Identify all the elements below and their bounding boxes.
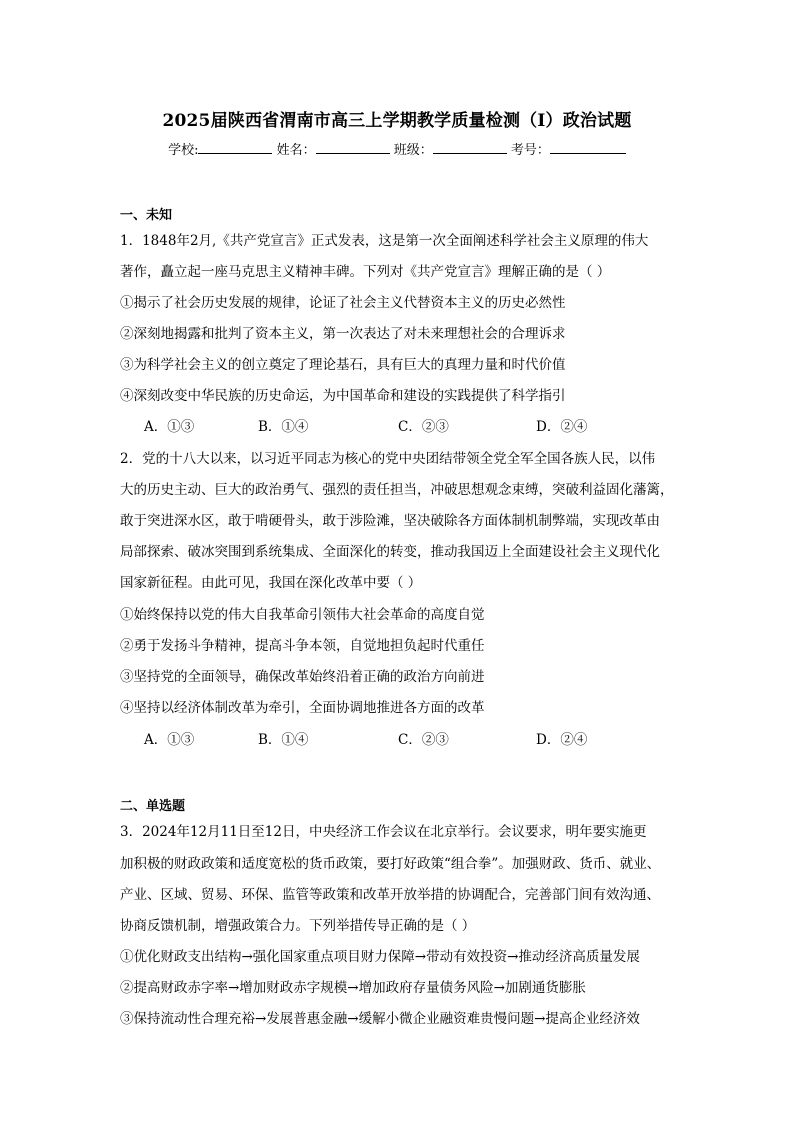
- option-a[interactable]: A．①③: [144, 419, 195, 435]
- question-2-statement: ①始终保持以党的伟大自我革命引领伟大社会革命的高度自觉: [120, 607, 485, 623]
- question-2-statement: ②勇于发扬斗争精神，提高斗争本领，自觉地担负起时代重任: [120, 638, 485, 654]
- question-3-line: 产业、区域、贸易、环保、监管等政策和改革开放举措的协调配合，完善部门间有效沟通、: [120, 887, 660, 903]
- page-title: 2025届陕西省渭南市高三上学期教学质量检测（Ⅰ）政治试题: [162, 111, 632, 131]
- question-3-line: 3．2024年12月11日至12日，中央经济工作会议在北京举行。会议要求，明年要实施更: [120, 824, 647, 840]
- question-1-line: 1．1848年2月,《共产党宣言》正式发表，这是第一次全面阐述科学社会主义原理的伟大: [120, 233, 649, 249]
- question-2-line: 大的历史主动、巨大的政治勇气、强烈的责任担当，冲破思想观念束缚，突破利益固化藩篱，: [120, 482, 674, 498]
- section-heading: 二、单选题: [120, 799, 186, 814]
- question-2-line: 敢于突进深水区，敢于啃硬骨头，敢于涉险滩，坚决破除各方面体制机制弊端，实现改革由: [120, 513, 660, 529]
- name-blank[interactable]: [316, 141, 390, 154]
- question-1-statement: ①揭示了社会历史发展的规律，论证了社会主义代替资本主义的历史必然性: [120, 295, 566, 311]
- exam-number-label: 考号：: [510, 143, 550, 158]
- student-info-row: [0, 139, 794, 158]
- question-2-statement: ③坚持党的全面领导，确保改革始终沿着正确的政治方向前进: [120, 669, 485, 685]
- name-label: 姓名：: [276, 143, 316, 158]
- option-d[interactable]: D．②④: [536, 732, 588, 748]
- exam-number-blank[interactable]: [550, 141, 626, 154]
- option-a[interactable]: A．①③: [144, 732, 195, 748]
- question-3-statement: ②提高财政赤字率→增加财政赤字规模→增加政府存量债务风险→加剧通货膨胀: [120, 980, 586, 996]
- option-d[interactable]: D．②④: [536, 419, 588, 435]
- question-2-line: 国家新征程。由此可见，我国在深化改革中要（ ）: [120, 575, 422, 591]
- class-label: 班级：: [393, 143, 433, 158]
- option-c[interactable]: C．②③: [398, 732, 449, 748]
- question-3-statement: ③保持流动性合理充裕→发展普惠金融→缓解小微企业融资难贵慢问题→提高企业经济效: [120, 1011, 640, 1027]
- question-1-statement: ④深刻改变中华民族的历史命运，为中国革命和建设的实践提供了科学指引: [120, 388, 566, 404]
- question-3-statement: ①优化财政支出结构→强化国家重点项目财力保障→带动有效投资→推动经济高质量发展: [120, 949, 640, 965]
- question-1-statement: ②深刻地揭露和批判了资本主义，第一次表达了对未来理想社会的合理诉求: [120, 326, 566, 342]
- question-1-line: 著作，矗立起一座马克思主义精神丰碑。下列对《共产党宣言》理解正确的是（ ）: [120, 264, 611, 280]
- section-heading: 一、未知: [120, 208, 173, 223]
- question-2-line: 2．党的十八大以来，以习近平同志为核心的党中央团结带领全党全军全国各族人民，以伟: [120, 451, 656, 467]
- school-label: 学校:: [168, 143, 199, 158]
- class-blank[interactable]: [433, 141, 507, 154]
- option-b[interactable]: B．①④: [258, 419, 309, 435]
- option-c[interactable]: C．②③: [398, 419, 449, 435]
- question-2-line: 局部探索、破冰突围到系统集成、全面深化的转变，推动我国迈上全面建设社会主义现代化: [120, 544, 660, 560]
- question-2-statement: ④坚持以经济体制改革为牵引，全面协调地推进各方面的改革: [120, 700, 485, 716]
- question-3-line: 加积极的财政政策和适度宽松的货币政策，要打好政策“组合拳”。加强财政、货币、就业、: [120, 856, 661, 872]
- question-3-line: 协商反馈机制，增强政策合力。下列举措传导正确的是（ ）: [120, 918, 476, 934]
- question-1-statement: ③为科学社会主义的创立奠定了理论基石，具有巨大的真理力量和时代价值: [120, 357, 566, 373]
- option-b[interactable]: B．①④: [258, 732, 309, 748]
- school-blank[interactable]: [198, 141, 272, 154]
